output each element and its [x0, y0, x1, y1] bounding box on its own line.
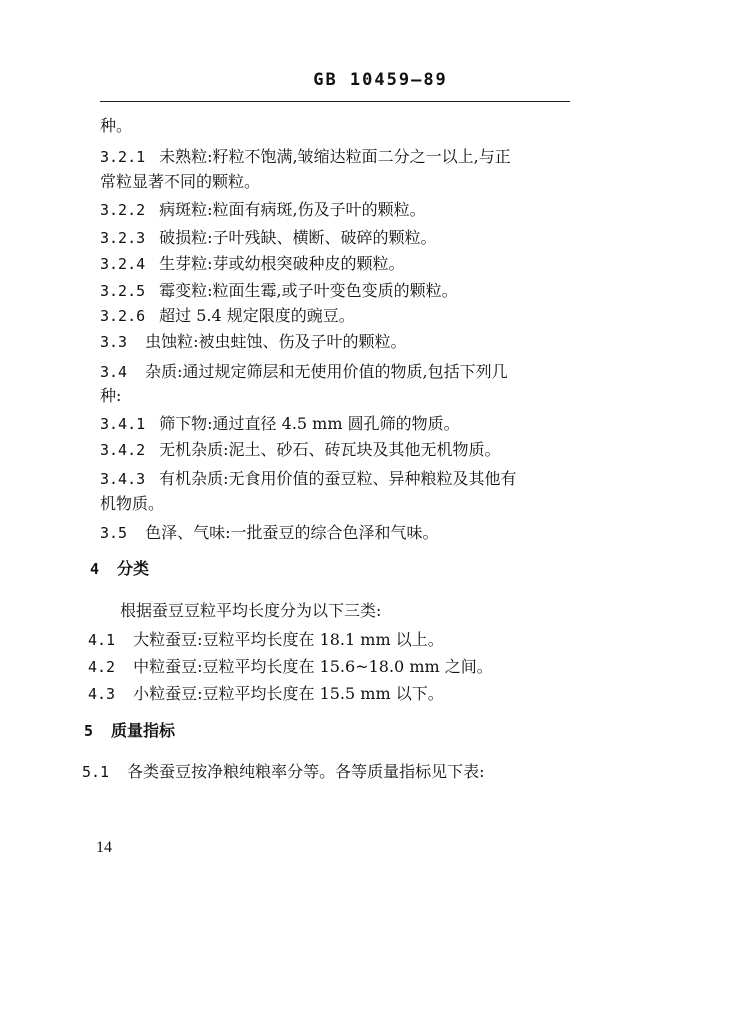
clause-number: 3.2.4 — [100, 255, 146, 273]
section-heading-5 — [84, 721, 175, 741]
text-line: 根据蚕豆豆粒平均长度分为以下三类: — [120, 601, 382, 620]
clause-number: 3.3 — [100, 333, 128, 351]
clause-text: 大粒蚕豆:豆粒平均长度在 18.1 mm 以上。 — [133, 630, 444, 649]
clause-3-3 — [100, 332, 407, 352]
clause-3-2-3 — [100, 228, 437, 248]
section-title: 质量指标 — [111, 721, 176, 740]
standard-header: GB 10459—89 — [313, 70, 448, 90]
clause-3-2-1 — [100, 147, 511, 167]
clause-text: 破损粒:子叶残缺、横断、破碎的颗粒。 — [159, 228, 437, 247]
clause-3-4-3 — [100, 469, 517, 489]
clause-text: 小粒蚕豆:豆粒平均长度在 15.5 mm 以下。 — [133, 684, 444, 703]
clause-text: 病斑粒:粒面有病斑,伤及子叶的颗粒。 — [159, 200, 426, 219]
clause-number: 3.2.3 — [100, 229, 146, 247]
clause-text: 筛下物:通过直径 4.5 mm 圆孔筛的物质。 — [159, 414, 460, 433]
clause-text: 生芽粒:芽或幼根突破种皮的颗粒。 — [159, 254, 405, 273]
clause-number: 3.4.2 — [100, 441, 146, 459]
clause-3-2-4 — [100, 254, 405, 274]
text-line: 机物质。 — [100, 494, 165, 513]
clause-3-4-1 — [100, 414, 460, 434]
clause-number: 3.2.5 — [100, 282, 146, 300]
section-title: 分类 — [117, 559, 150, 578]
clause-text: 有机杂质:无食用价值的蚕豆粒、异种粮粒及其他有 — [159, 469, 517, 488]
text-line: 常粒显著不同的颗粒。 — [100, 172, 261, 191]
clause-text: 霉变粒:粒面生霉,或子叶变色变质的颗粒。 — [159, 281, 458, 300]
clause-4-2 — [88, 657, 493, 677]
clause-number: 3.4 — [100, 363, 128, 381]
clause-text: 杂质:通过规定筛层和无使用价值的物质,包括下列几 — [145, 362, 508, 381]
clause-number: 3.2.6 — [100, 307, 146, 325]
clause-number: 4.3 — [88, 685, 116, 703]
clause-text: 中粒蚕豆:豆粒平均长度在 15.6~18.0 mm 之间。 — [133, 657, 493, 676]
clause-text: 未熟粒:籽粒不饱满,皱缩达粒面二分之一以上,与正 — [159, 147, 511, 166]
clause-text: 无机杂质:泥土、砂石、砖瓦块及其他无机物质。 — [159, 440, 501, 459]
clause-number: 5.1 — [82, 763, 110, 781]
clause-4-1 — [88, 630, 444, 650]
clause-number: 3.2.1 — [100, 148, 146, 166]
clause-4-3 — [88, 684, 444, 704]
clause-3-2-5 — [100, 281, 458, 301]
clause-text: 超过 5.4 规定限度的豌豆。 — [159, 306, 355, 325]
clause-number: 3.4.1 — [100, 415, 146, 433]
header-rule — [100, 101, 570, 102]
clause-number: 3.5 — [100, 524, 128, 542]
clause-text: 各类蚕豆按净粮纯粮率分等。各等质量指标见下表: — [127, 762, 485, 781]
clause-3-2-2 — [100, 200, 426, 220]
clause-number: 4.1 — [88, 631, 116, 649]
clause-3-4 — [100, 362, 508, 382]
section-number: 5 — [84, 722, 94, 740]
clause-text: 虫蚀粒:被虫蛀蚀、伤及子叶的颗粒。 — [145, 332, 407, 351]
clause-number: 3.2.2 — [100, 201, 146, 219]
clause-number: 3.4.3 — [100, 470, 146, 488]
section-number: 4 — [90, 560, 100, 578]
page-number: 14 — [96, 839, 112, 856]
clause-3-5 — [100, 523, 439, 543]
text-line: 种。 — [100, 116, 133, 135]
clause-number: 4.2 — [88, 658, 116, 676]
text-line: 种: — [100, 386, 122, 405]
clause-text: 色泽、气味:一批蚕豆的综合色泽和气味。 — [145, 523, 439, 542]
section-heading-4 — [90, 559, 149, 579]
clause-3-2-6 — [100, 306, 355, 326]
clause-5-1 — [82, 762, 485, 782]
clause-3-4-2 — [100, 440, 501, 460]
